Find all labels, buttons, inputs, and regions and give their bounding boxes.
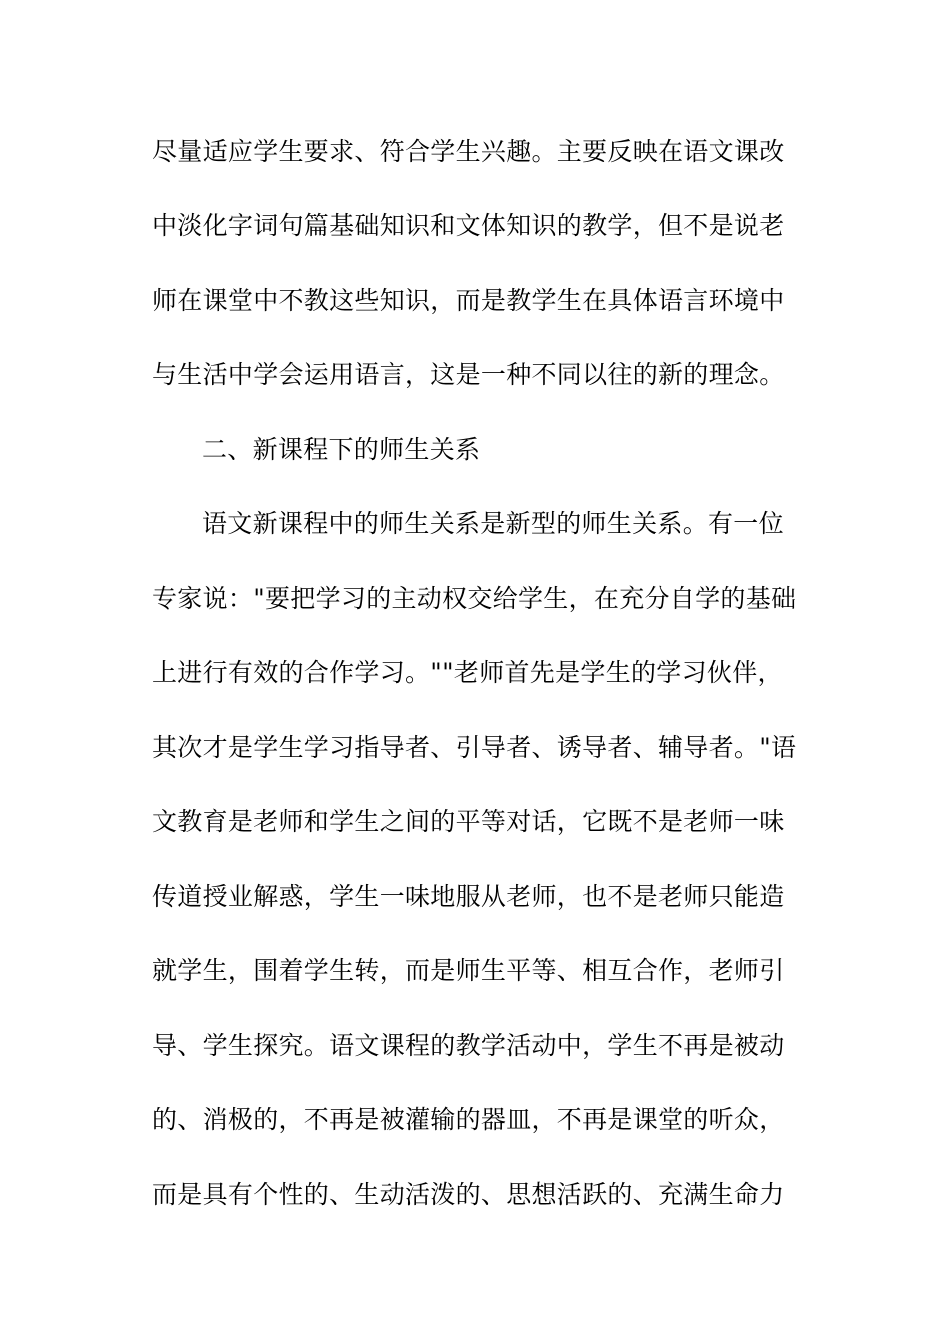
text-line: 中淡化字词句篇基础知识和文体知识的教学，但不是说老 bbox=[152, 211, 785, 240]
text-line: 而是具有个性的、生动活泼的、思想活跃的、充满生命力 bbox=[152, 1180, 785, 1209]
text-line: 导、学生探究。语文课程的教学活动中，学生不再是被动 bbox=[152, 1031, 785, 1060]
text-line: 语文新课程中的师生关系是新型的师生关系。有一位 bbox=[202, 509, 784, 538]
text-line: 传道授业解惑，学生一味地服从老师，也不是老师只能造 bbox=[152, 882, 785, 911]
text-line: 专家说："要把学习的主动权交给学生，在充分自学的基础 bbox=[152, 584, 797, 613]
text-line: 其次才是学生学习指导者、引导者、诱导者、辅导者。"语 bbox=[152, 733, 797, 762]
text-line: 文教育是老师和学生之间的平等对话，它既不是老师一味 bbox=[152, 807, 785, 836]
text-line: 与生活中学会运用语言，这是一种不同以往的新的理念。 bbox=[152, 360, 785, 389]
text-line: 尽量适应学生要求、符合学生兴趣。主要反映在语文课改 bbox=[152, 137, 785, 166]
text-line: 师在课堂中不教这些知识，而是教学生在具体语言环境中 bbox=[152, 286, 785, 315]
text-line: 就学生，围着学生转，而是师生平等、相互合作，老师引 bbox=[152, 956, 785, 985]
text-line: 上进行有效的合作学习。""老师首先是学生的学习伙伴， bbox=[152, 658, 783, 687]
section-heading: 二、新课程下的师生关系 bbox=[202, 435, 481, 464]
text-line: 的、消极的，不再是被灌输的器皿，不再是课堂的听众， bbox=[152, 1105, 785, 1134]
